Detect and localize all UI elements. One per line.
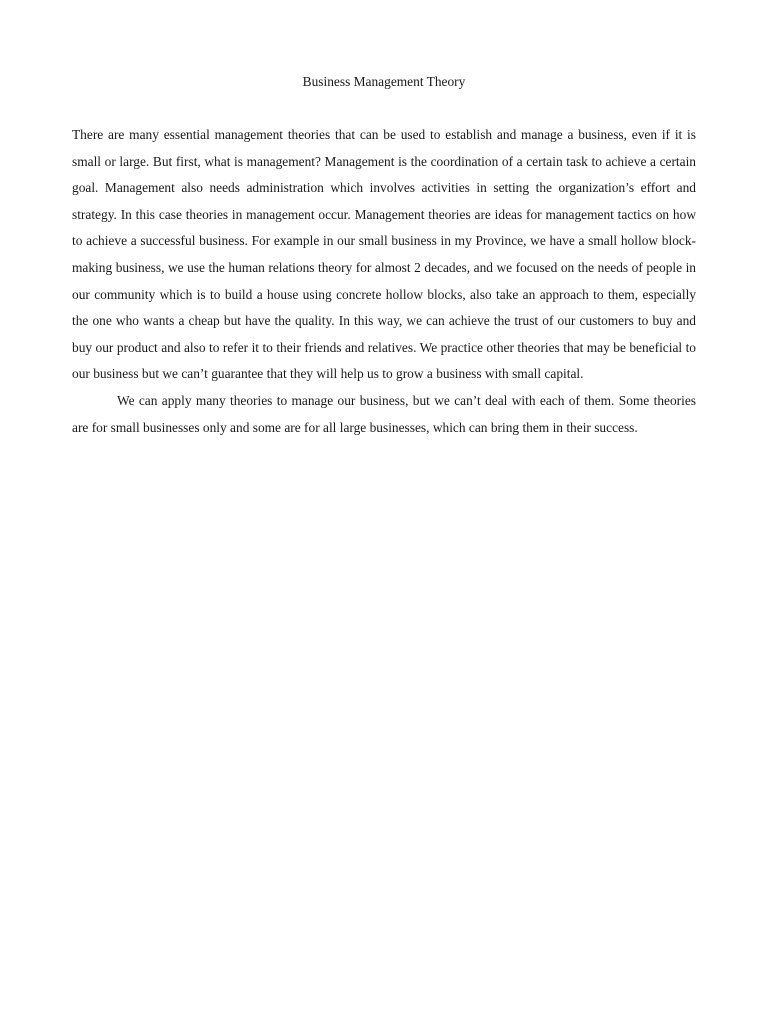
paragraph-2: We can apply many theories to manage our business, but we can’t deal with each of them. Some theories are for small businesses only and some are for all large businesses, which can bring them in their success.	[72, 392, 696, 435]
document-title: Business Management Theory	[302, 74, 466, 89]
document-body	[72, 122, 696, 441]
paragraph-1: There are many essential management theories that can be used to establish and manage a business, even if it is small or large. But first, what is management? Management is the coordination of a certain task to achieve a certain goal. Management also needs administration which involves activities in setting the organization’s effort and strategy. In this case theories in management occur. Management theories are ideas for management tactics on how to achieve a successful business. For example in our small business in my Province, we have a small hollow block-making business, we use the human relations theory for almost 2 decades, and we focused on the needs of people in our community which is to build a house using concrete hollow blocks, also take an approach to them, especially the one who wants a cheap but have the quality. In this way, we can achieve the trust of our customers to buy and buy our product and also to refer it to their friends and relatives. We practice other theories that may be beneficial to our business but we can’t guarantee that they will help us to grow a business with small capital.	[72, 127, 696, 382]
